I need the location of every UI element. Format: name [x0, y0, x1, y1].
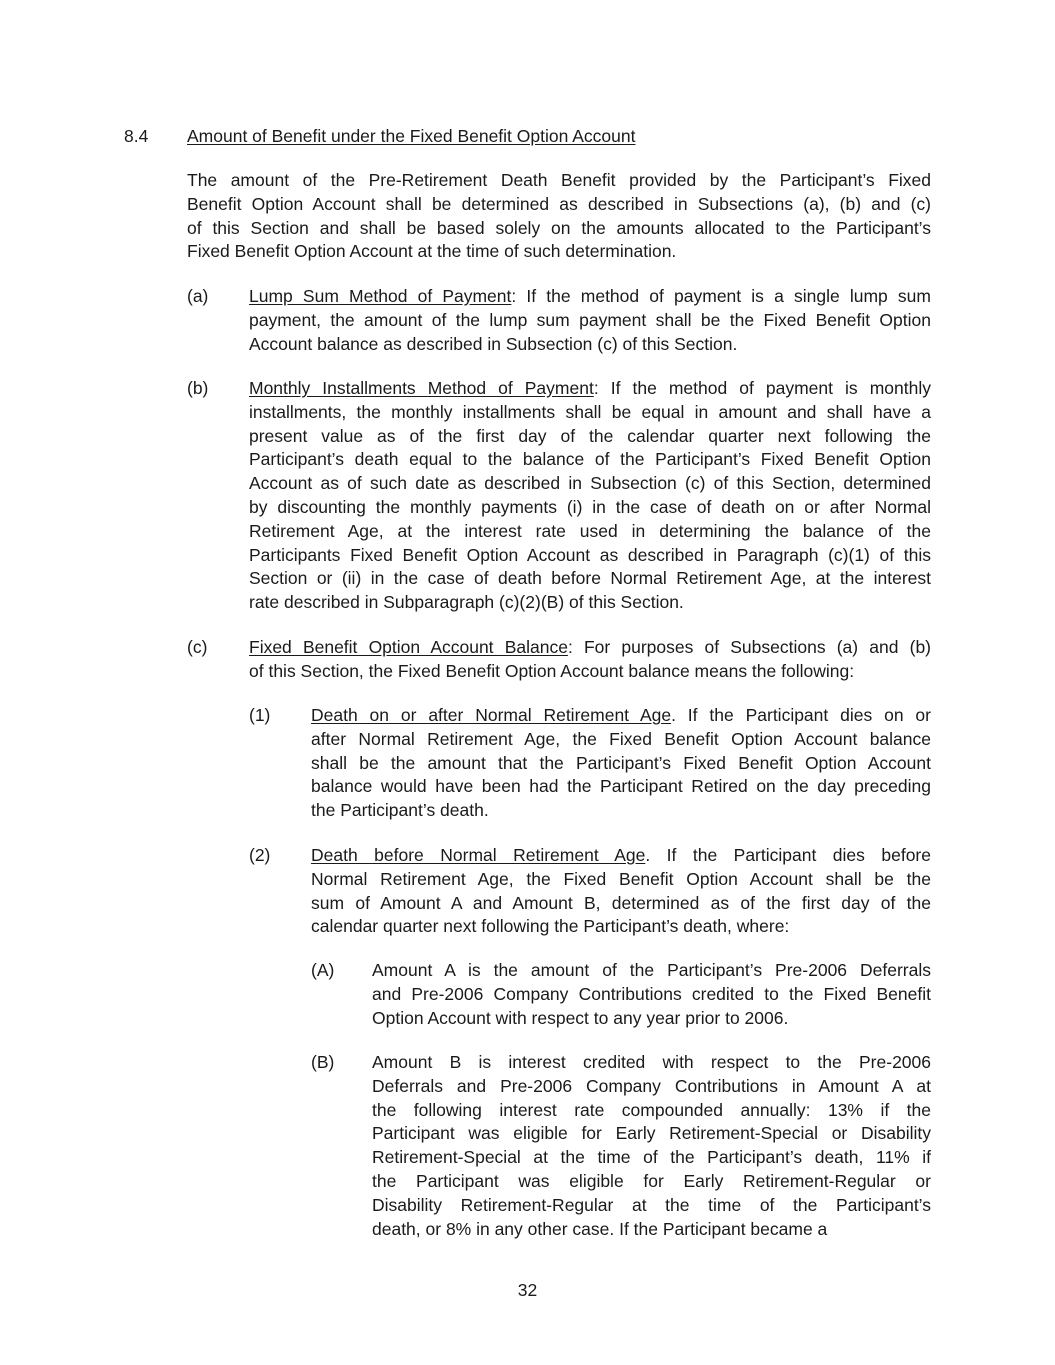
text-line: the Participant’s death. — [311, 800, 489, 821]
subsection-b — [249, 377, 931, 615]
text-line: Amount B is interest credited with respect to the Pre-2006 — [372, 1052, 931, 1072]
paragraph-c1 — [311, 704, 931, 823]
paragraph-c2-label: (2) — [249, 845, 271, 865]
text-line: and Pre-2006 Company Contributions credited to the Fixed Benefit — [372, 983, 931, 1004]
text-line: The amount of the Pre-Retirement Death Benefit provided by the Participant’s Fixed — [187, 170, 931, 190]
subsection-heading: Death before Normal Retirement Age — [311, 845, 646, 865]
text-line — [311, 704, 931, 728]
subsection-heading: Fixed Benefit Option Account Balance — [249, 637, 568, 657]
text-line: Amount A is the amount of the Participant’s Pre-2006 Deferrals — [372, 960, 931, 980]
text-line: Account balance as described in Subsection (c) of this Section. — [249, 333, 738, 354]
text-line: Participant was eligible for Early Retirement-Special or Disability — [372, 1123, 931, 1144]
text-line: installments, the monthly installments shall be equal in amount and shall have a — [249, 401, 931, 422]
text-line: Retirement-Special at the time of the Participant’s death, 11% if — [372, 1147, 931, 1168]
text-line: the Participant was eligible for Early Retirement-Regular or — [372, 1170, 931, 1191]
text-span: . If the Participant dies on or — [671, 705, 931, 725]
text-line: Participant’s death equal to the balance of the Participant’s Fixed Benefit Option — [249, 449, 931, 470]
text-line: payment, the amount of the lump sum payment shall be the Fixed Benefit Option — [249, 309, 931, 330]
text-line: Deferrals and Pre-2006 Company Contributions in Amount A at — [372, 1075, 931, 1096]
text-span: : For purposes of Subsections (a) and (b) — [567, 637, 932, 657]
text-line: Account as of such date as described in Subsection (c) of this Section, determined — [249, 473, 931, 494]
text-line: rate described in Subparagraph (c)(2)(B) of this Section. — [249, 592, 684, 613]
section-title: Amount of Benefit under the Fixed Benefit Option Account — [187, 126, 636, 146]
text-line: shall be the amount that the Participant’s Fixed Benefit Option Account — [311, 752, 931, 773]
text-line — [311, 844, 931, 868]
text-line: death, or 8% in any other case. If the Participant became a — [372, 1218, 828, 1239]
text-line: of this Section and shall be based solely on the amounts allocated to the Participant’s — [187, 217, 931, 238]
text-line — [249, 285, 931, 309]
text-line: by discounting the monthly payments (i) in the case of death on or after Normal — [249, 496, 931, 517]
text-line: the following interest rate compounded annually: 13% if the — [372, 1099, 931, 1120]
text-span: : If the method of payment is monthly — [593, 378, 931, 398]
subsection-c-label: (c) — [187, 637, 208, 657]
intro-paragraph — [187, 169, 931, 264]
section-number: 8.4 — [124, 126, 149, 146]
text-line — [249, 636, 931, 660]
subsection-heading: Lump Sum Method of Payment — [249, 286, 512, 306]
text-line: Section or (ii) in the case of death before Normal Retirement Age, at the interest — [249, 568, 931, 589]
text-span: : If the method of payment is a single lump sum — [511, 286, 931, 306]
subsection-a-label: (a) — [187, 286, 209, 306]
text-line: Normal Retirement Age, the Fixed Benefit Option Account shall be the — [311, 868, 931, 889]
page-number: 32 — [517, 1280, 538, 1300]
subparagraph-A — [372, 959, 931, 1030]
subparagraph-B — [372, 1051, 931, 1241]
text-line: Retirement Age, at the interest rate used in determining the balance of the — [249, 520, 931, 541]
subparagraph-B-label: (B) — [311, 1052, 335, 1072]
subsection-a — [249, 285, 931, 356]
text-line: Fixed Benefit Option Account at the time of such determination. — [187, 241, 677, 262]
subparagraph-A-label: (A) — [311, 960, 335, 980]
paragraph-c1-label: (1) — [249, 705, 271, 725]
subsection-heading: Death on or after Normal Retirement Age — [311, 705, 672, 725]
text-line: of this Section, the Fixed Benefit Option Account balance means the following: — [249, 660, 855, 681]
subsection-b-label: (b) — [187, 378, 209, 398]
text-line: Option Account with respect to any year prior to 2006. — [372, 1007, 789, 1028]
text-line: Disability Retirement-Regular at the time of the Participant’s — [372, 1194, 931, 1215]
text-line: calendar quarter next following the Participant’s death, where: — [311, 916, 790, 937]
text-line: Participants Fixed Benefit Option Account as described in Paragraph (c)(1) of this — [249, 544, 931, 565]
text-line: balance would have been had the Participant Retired on the day preceding — [311, 776, 931, 797]
text-line: after Normal Retirement Age, the Fixed Benefit Option Account balance — [311, 728, 931, 749]
text-span: . If the Participant dies before — [645, 845, 931, 865]
text-line: sum of Amount A and Amount B, determined as of the first day of the — [311, 892, 931, 913]
paragraph-c2 — [311, 844, 931, 939]
subsection-heading: Monthly Installments Method of Payment — [249, 378, 594, 398]
text-line — [249, 377, 931, 401]
subsection-c — [249, 636, 931, 684]
text-line: Benefit Option Account shall be determined as described in Subsections (a), (b) and (c) — [187, 193, 931, 214]
text-line: present value as of the first day of the calendar quarter next following the — [249, 425, 931, 446]
